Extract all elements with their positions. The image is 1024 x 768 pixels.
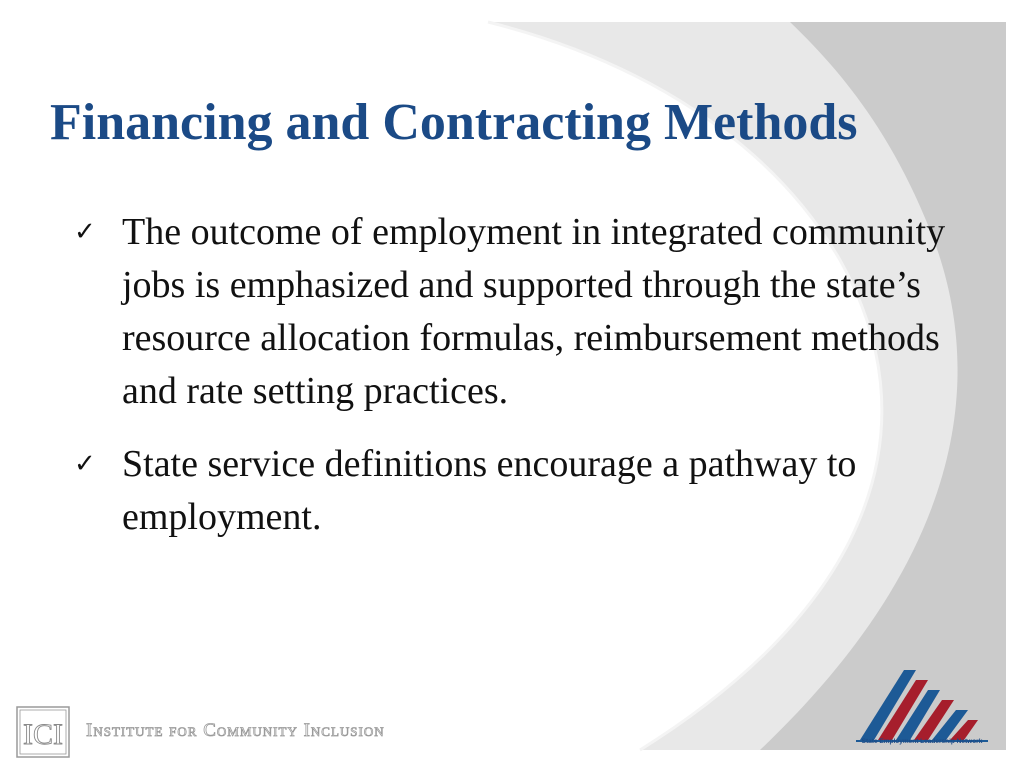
ici-logo [16, 706, 70, 758]
bullet-list [74, 206, 974, 564]
institute-name: Institute for Community Inclusion [86, 720, 385, 741]
slide-title: Financing and Contracting Methods [50, 94, 858, 151]
bullet-item [74, 206, 974, 418]
bullet-text: State service definitions encourage a pathway to employment. [122, 443, 857, 538]
bullet-text: The outcome of employment in integrated community jobs is emphasized and supported through the state’s resource allocation formulas, reimbursement methods and rate setting practices. [122, 211, 946, 412]
ici-logo-text: ICI [23, 718, 63, 751]
checkmark-icon: ✓ [74, 449, 96, 479]
bullet-item [74, 438, 974, 544]
network-caption: State Employment Leadership Network [861, 738, 983, 745]
network-logo [852, 662, 992, 748]
checkmark-icon: ✓ [74, 217, 96, 247]
